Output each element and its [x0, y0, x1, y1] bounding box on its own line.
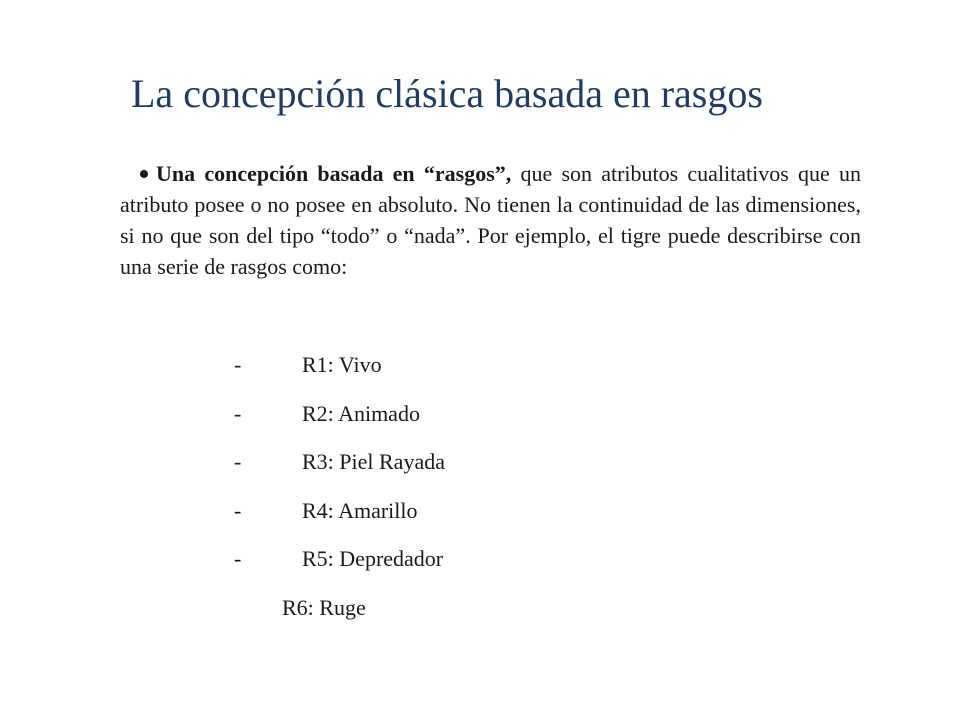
- trait-item-r1: [0, 350, 960, 399]
- bullet-icon: [140, 170, 148, 178]
- trait-label: R3: Piel Rayada: [302, 449, 445, 474]
- trait-item-r3: [0, 447, 960, 496]
- paragraph-lead: Una concepción basada en “rasgos”,: [156, 161, 512, 186]
- trait-label: R6: Ruge: [282, 594, 366, 620]
- body-paragraph: [120, 158, 861, 282]
- dash-marker: -: [234, 352, 242, 377]
- dash-marker: -: [234, 400, 242, 426]
- trait-label: R5: Depredador: [302, 546, 444, 571]
- trait-item-r2: [0, 399, 960, 448]
- dash-marker: -: [234, 546, 242, 571]
- dash-marker: -: [234, 497, 242, 523]
- trait-item-r4: [0, 496, 960, 545]
- trait-label: R1: Vivo: [302, 352, 382, 377]
- trait-item-r6: [0, 593, 960, 642]
- paragraph-body: que son atributos cualitativos que un atributo posee o no posee en absoluto. No tienen la continuidad de las dimensiones, si no que son del tipo “todo” o “nada”. Por ejemplo, el tigre puede describirse con una serie de rasgos como:: [120, 161, 862, 279]
- dash-marker: -: [234, 449, 242, 474]
- trait-label: R4: Amarillo: [302, 497, 418, 523]
- slide-title: La concepción clásica basada en rasgos: [131, 71, 763, 116]
- trait-label: R2: Animado: [302, 400, 420, 426]
- trait-list: [0, 350, 960, 641]
- trait-item-r5: [0, 544, 960, 593]
